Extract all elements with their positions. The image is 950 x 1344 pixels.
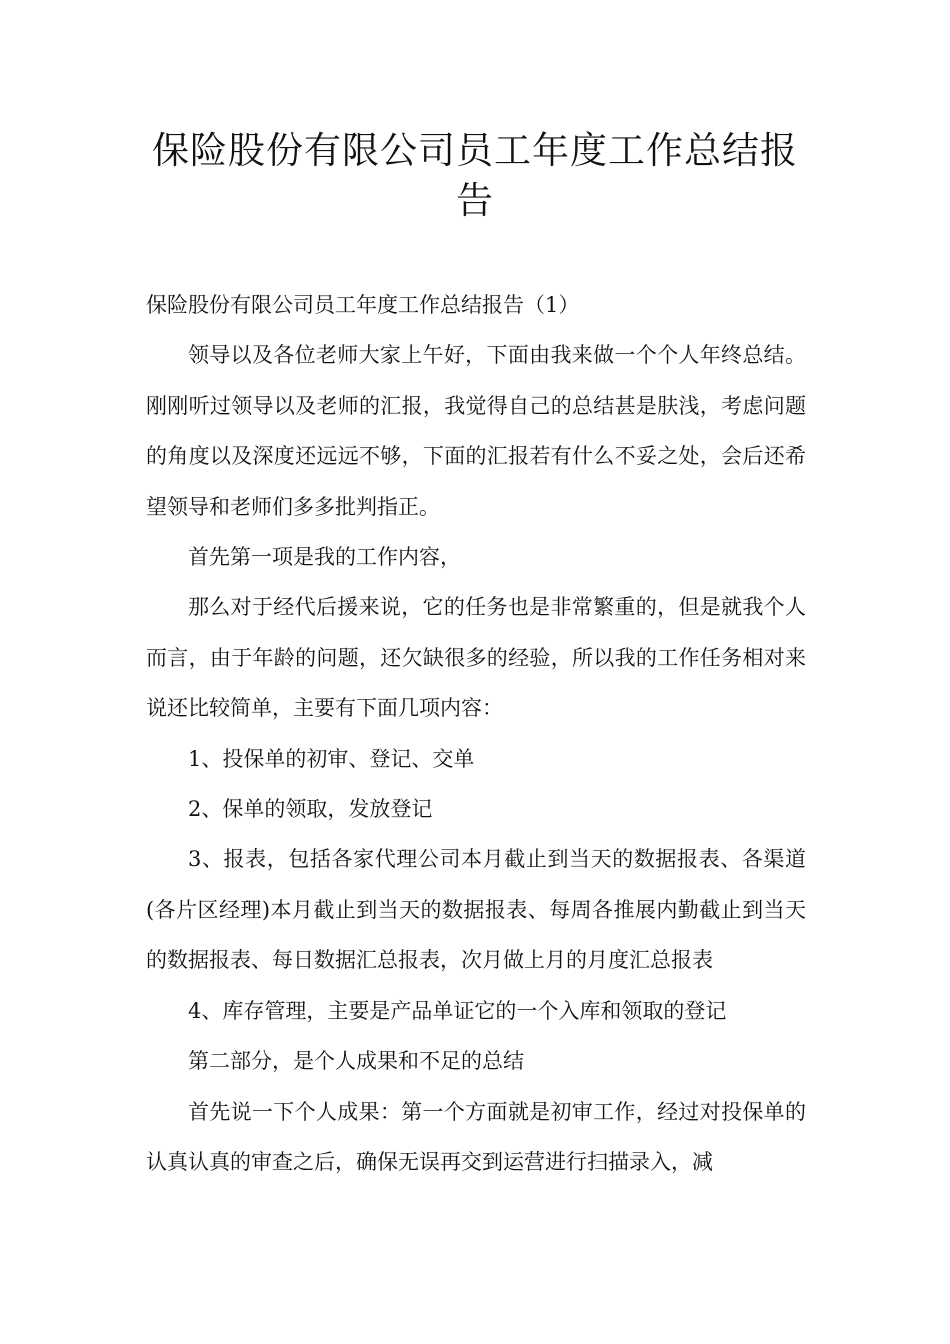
list-item: 2、保单的领取，发放登记 [188,797,433,822]
section-heading: 第二部分，是个人成果和不足的总结 [188,1049,524,1074]
list-item: 1、投保单的初审、登记、交单 [188,746,475,771]
paragraph: 领导以及各位老师大家上午好，下面由我来做一个个人年终总结。刚刚听过领导以及老师的汇报，我觉得自己的总结甚是肤浅，考虑问题的角度以及深度还远远不够，下面的汇报若有什么不妥之处，会后还希望领导和老师们多多批判指正。 [146,343,806,519]
list-item: 4、库存管理，主要是产品单证它的一个入库和领取的登记 [188,998,727,1023]
document-title: 保险股份有限公司员工年度工作总结报告 [152,129,798,222]
paragraph: 那么对于经代后援来说，它的任务也是非常繁重的，但是就我个人而言，由于年龄的问题，还欠缺很多的经验，所以我的工作任务相对来说还比较简单，主要有下面几项内容： [146,595,806,721]
paragraph: 首先第一项是我的工作内容， [188,545,461,570]
list-item: 3、报表，包括各家代理公司本月截止到当天的数据报表、各渠道(各片区经理)本月截止到当天的数据报表、每周各推展内勤截止到当天的数据报表、每日数据汇总报表，次月做上月的月度汇总报表 [146,847,806,973]
report-subtitle: 保险股份有限公司员工年度工作总结报告（1） [146,293,580,317]
document-body [146,280,806,1187]
paragraph: 首先说一下个人成果：第一个方面就是初审工作，经过对投保单的认真认真的审查之后，确保无误再交到运营进行扫描录入，减 [146,1099,806,1174]
